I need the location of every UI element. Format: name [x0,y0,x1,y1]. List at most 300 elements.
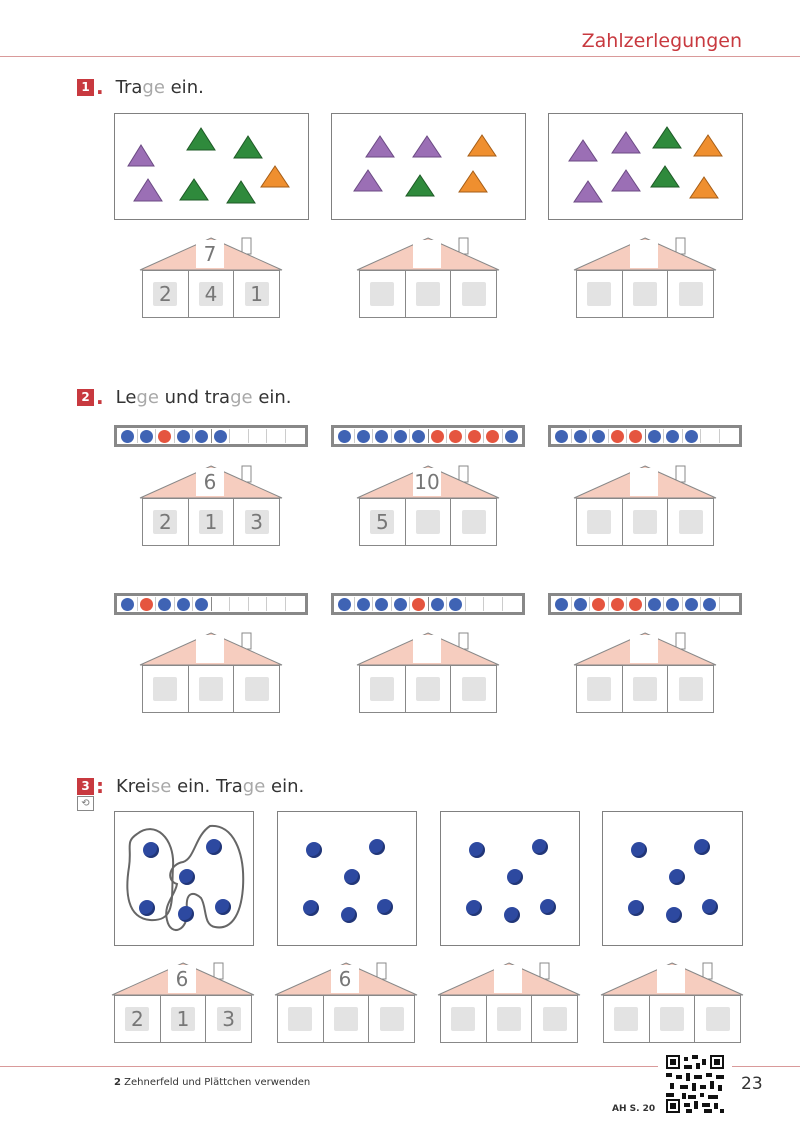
orange-triangle [694,135,722,156]
house-body [359,270,497,318]
dot-panel-2 [277,811,417,946]
ten-frame-cell [373,597,392,611]
orange-triangle [468,135,496,156]
house-sum-box[interactable] [630,468,658,496]
house-sum-box[interactable]: 7 [196,240,224,268]
house-part-box[interactable] [679,282,703,306]
house-body [440,995,578,1043]
house-cell [451,666,496,712]
house-sum-box[interactable] [494,965,522,993]
ten-frame-cell [553,429,572,443]
blue-counter [394,430,407,443]
blue-dot [631,842,647,858]
blue-dot [507,869,523,885]
ten-frame-cell [553,597,572,611]
blue-counter [394,598,407,611]
house-cell [161,996,207,1042]
task-number-dot: : [96,774,104,798]
house-body [277,995,415,1043]
house-part-box[interactable]: 4 [199,282,223,306]
ten-frame-strip [114,593,308,615]
blue-counter [648,598,661,611]
house-cell [234,499,279,545]
ten-frame-cell [683,429,702,443]
blue-counter [505,430,518,443]
house-part-box[interactable] [416,282,440,306]
blue-dot [666,907,682,923]
red-counter [486,430,499,443]
house-part-box[interactable] [660,1007,684,1031]
house-cell [278,996,324,1042]
house-part-box[interactable]: 3 [245,510,269,534]
house-body [359,498,497,546]
blue-dot [341,907,357,923]
red-counter [158,430,171,443]
house-cell [206,996,251,1042]
ten-frame-cell [175,429,194,443]
blue-counter [177,430,190,443]
blue-dot [466,900,482,916]
house-part-box[interactable]: 3 [217,1007,241,1031]
ten-frame-cell [627,429,646,443]
house-part-box[interactable] [543,1007,567,1031]
blue-dot [504,907,520,923]
workbook-reference: AH S. 20 [612,1104,656,1114]
task-3-heading [77,776,304,797]
blue-counter [431,598,444,611]
house-part-box[interactable] [587,510,611,534]
blue-counter [140,430,153,443]
triangle-panel-3 [548,113,743,220]
house-part-box[interactable] [416,677,440,701]
ten-frame-cell [249,429,268,443]
number-house [572,236,718,318]
ten-frame-cell [484,429,503,443]
house-cell [604,996,650,1042]
house-part-box[interactable] [679,510,703,534]
blue-counter [685,598,698,611]
blue-dot [669,869,685,885]
house-body [576,498,714,546]
ten-frame-cell [590,429,609,443]
ten-frame-strip [331,593,525,615]
house-part-box[interactable]: 2 [125,1007,149,1031]
house-cell [234,271,279,317]
ten-frame-cell [119,597,138,611]
blue-dot [139,900,155,916]
number-house [355,464,501,546]
ten-frame-strip [114,425,308,447]
house-cell [189,666,235,712]
blue-dot [344,869,360,885]
house-part-box[interactable] [587,282,611,306]
green-triangle [234,136,262,158]
house-cell [577,271,623,317]
blue-dot [369,839,385,855]
blue-counter [338,598,351,611]
house-part-box[interactable] [462,510,486,534]
ten-frame-cell [212,429,231,443]
blue-dot [206,839,222,855]
blue-dot [694,839,710,855]
ten-frame-cell [646,429,665,443]
ten-frame-cell [267,429,286,443]
red-counter [611,430,624,443]
blue-counter [555,598,568,611]
red-counter [412,598,425,611]
house-part-box[interactable] [288,1007,312,1031]
triangle-group [332,114,525,219]
house-part-box[interactable] [706,1007,730,1031]
house-sum-box[interactable] [630,240,658,268]
house-part-box[interactable] [199,677,223,701]
house-part-box[interactable] [633,677,657,701]
purple-triangle [366,136,394,157]
blue-dot [303,900,319,916]
house-cell [143,271,189,317]
house-part-box[interactable] [370,282,394,306]
ten-frame-cell [646,597,665,611]
orange-triangle [261,166,289,187]
blue-counter [158,598,171,611]
blue-counter [412,430,425,443]
ten-frame-cell [503,597,521,611]
ten-frame-cell [484,597,503,611]
number-house [572,631,718,713]
ten-frame-cell [664,429,683,443]
ten-frame-cell [249,597,268,611]
ten-frame-cell [336,597,355,611]
house-body [142,665,280,713]
ten-frame-strip [331,425,525,447]
house-cell [623,271,669,317]
ten-frame-cell [392,597,411,611]
blue-counter [703,598,716,611]
green-triangle [187,128,215,150]
blue-counter [685,430,698,443]
house-sum-box[interactable] [196,635,224,663]
red-counter [629,430,642,443]
task-2-heading [77,387,292,408]
house-part-box[interactable] [380,1007,404,1031]
chapter-label: 2 Zehnerfeld und Plättchen verwenden [114,1077,311,1088]
number-house [273,961,419,1043]
house-part-box[interactable]: 1 [171,1007,195,1031]
purple-triangle [413,136,441,157]
house-part-box[interactable]: 2 [153,282,177,306]
red-counter [431,430,444,443]
house-part-box[interactable] [334,1007,358,1031]
ten-frame-cell [267,597,286,611]
blue-counter [449,598,462,611]
ten-frame-cell [429,597,448,611]
house-cell [668,271,713,317]
house-cell [406,666,452,712]
house-cell [360,666,406,712]
house-cell [441,996,487,1042]
task-number: 1 [77,79,94,96]
house-cell [487,996,533,1042]
house-cell [451,499,496,545]
blue-counter [121,430,134,443]
triangle-panel-1 [114,113,309,220]
blue-counter [195,430,208,443]
blue-counter [574,598,587,611]
task-instruction: Trage ein. [115,77,204,98]
house-part-box[interactable] [633,510,657,534]
ten-frame-cell [701,429,720,443]
house-cell [360,499,406,545]
house-body [114,995,252,1043]
task-number-dot: . [96,75,104,99]
purple-triangle [134,179,162,201]
ten-frame-cell [429,429,448,443]
orange-triangle [690,177,718,198]
house-part-box[interactable] [245,677,269,701]
house-cell [360,271,406,317]
blue-dot [178,906,194,922]
ten-frame-cell [720,429,738,443]
purple-triangle [569,140,597,161]
red-counter [629,598,642,611]
ten-frame-cell [355,429,374,443]
ten-frame-cell [609,597,628,611]
ten-frame-cell [230,597,249,611]
house-cell [668,666,713,712]
blue-dot [179,869,195,885]
house-part-box[interactable] [497,1007,521,1031]
task-1-heading [77,77,204,98]
ten-frame-cell [609,429,628,443]
ten-frame-cell [286,597,304,611]
blue-dot [532,839,548,855]
house-body [603,995,741,1043]
ten-frame-cell [447,429,466,443]
ten-frame-cell [138,429,157,443]
house-sum-box[interactable] [657,965,685,993]
blue-counter [121,598,134,611]
green-triangle [180,179,208,200]
house-cell [143,666,189,712]
blue-dot [215,899,231,915]
ten-frame-cell [466,597,485,611]
qr-code-icon[interactable] [666,1055,724,1113]
house-part-box[interactable] [416,510,440,534]
blue-dot [143,842,159,858]
header-rule [0,56,800,57]
house-cell [406,499,452,545]
blue-dot [702,899,718,915]
ten-frame-cell [193,597,212,611]
number-house [436,961,582,1043]
house-body [142,498,280,546]
ten-frame-cell [373,429,392,443]
blue-dot [540,899,556,915]
ten-frame-cell [447,597,466,611]
purple-triangle [612,170,640,191]
house-cell [577,499,623,545]
house-sum-box[interactable]: 6 [168,965,196,993]
ten-frame-cell [410,597,429,611]
house-part-box[interactable] [462,282,486,306]
number-house [110,961,256,1043]
blue-dot [628,900,644,916]
blue-counter [592,430,605,443]
ten-frame-cell [286,429,304,443]
mediacode-icon: ⟲ [77,796,94,811]
green-triangle [653,127,681,148]
house-part-box[interactable] [153,677,177,701]
page-title: Zahlzerlegungen [581,30,742,52]
house-body [359,665,497,713]
task-instruction: Kreise ein. Trage ein. [116,776,305,797]
house-cell [234,666,279,712]
red-counter [592,598,605,611]
number-house [138,236,284,318]
house-sum-box[interactable]: 6 [196,468,224,496]
green-triangle [651,166,679,187]
ten-frame-cell [466,429,485,443]
ten-frame-cell [336,429,355,443]
house-sum-box[interactable] [630,635,658,663]
ten-frame-cell [175,597,194,611]
blue-counter [375,430,388,443]
ten-frame-cell [627,597,646,611]
purple-triangle [574,181,602,202]
blue-counter [214,430,227,443]
house-part-box[interactable] [451,1007,475,1031]
number-house [138,631,284,713]
blue-counter [357,430,370,443]
house-part-box[interactable]: 1 [199,510,223,534]
triangle-panel-2 [331,113,526,220]
ten-frame-cell [572,429,591,443]
house-part-box[interactable] [633,282,657,306]
ten-frame-cell [683,597,702,611]
number-house [355,236,501,318]
ten-frame-strip [548,593,742,615]
ten-frame-cell [355,597,374,611]
house-cell [324,996,370,1042]
blue-counter [338,430,351,443]
blue-counter [357,598,370,611]
ten-frame-cell [230,429,249,443]
ten-frame-cell [701,597,720,611]
house-part-box[interactable] [370,677,394,701]
ten-frame-cell [156,429,175,443]
blue-counter [666,430,679,443]
house-cell [668,499,713,545]
ten-frame-cell [590,597,609,611]
orange-triangle [459,171,487,192]
house-cell [115,996,161,1042]
house-part-box[interactable]: 5 [370,510,394,534]
house-body [576,665,714,713]
task-number-dot: . [96,385,104,409]
purple-triangle [128,145,154,166]
house-cell [369,996,414,1042]
house-cell [451,271,496,317]
dot-panel-4 [602,811,743,946]
house-part-box[interactable] [679,677,703,701]
red-counter [611,598,624,611]
house-part-box[interactable] [614,1007,638,1031]
house-body [142,270,280,318]
ten-frame-cell [664,597,683,611]
house-sum-box[interactable] [413,240,441,268]
number-house [599,961,745,1043]
task-number: 2 [77,389,94,406]
number-house [355,631,501,713]
ten-frame-strip [548,425,742,447]
blue-counter [574,430,587,443]
house-cell [532,996,577,1042]
green-triangle [406,175,434,196]
house-part-box[interactable] [462,677,486,701]
house-sum-box[interactable]: 10 [414,470,440,494]
ten-frame-cell [212,597,231,611]
triangle-group [115,114,308,219]
house-cell [406,271,452,317]
ten-frame-cell [503,429,521,443]
number-house [138,464,284,546]
triangle-group [549,114,742,219]
blue-counter [177,598,190,611]
house-body [576,270,714,318]
blue-counter [648,430,661,443]
house-cell [623,666,669,712]
purple-triangle [612,132,640,153]
house-sum-box[interactable] [413,635,441,663]
blue-dot [306,842,322,858]
house-cell [189,499,235,545]
ten-frame-cell [410,429,429,443]
red-counter [449,430,462,443]
house-part-box[interactable]: 2 [153,510,177,534]
purple-triangle [354,170,382,191]
ten-frame-cell [392,429,411,443]
house-cell [189,271,235,317]
footer-rule [0,1066,658,1067]
red-counter [468,430,481,443]
task-number: 3 [77,778,94,795]
house-part-box[interactable] [587,677,611,701]
blue-counter [195,598,208,611]
number-house [572,464,718,546]
green-triangle [227,181,255,203]
blue-dot [469,842,485,858]
house-cell [143,499,189,545]
ten-frame-cell [720,597,738,611]
blue-counter [555,430,568,443]
footer-rule [732,1066,800,1067]
ten-frame-cell [156,597,175,611]
red-counter [140,598,153,611]
house-sum-box[interactable]: 6 [331,965,359,993]
house-part-box[interactable]: 1 [245,282,269,306]
blue-counter [666,598,679,611]
ten-frame-cell [572,597,591,611]
ten-frame-cell [193,429,212,443]
house-cell [650,996,696,1042]
dot-panel-3 [440,811,580,946]
dot-panel-1 [114,811,254,946]
ten-frame-cell [138,597,157,611]
page-number: 23 [741,1074,763,1094]
blue-dot [377,899,393,915]
house-cell [623,499,669,545]
house-cell [695,996,740,1042]
